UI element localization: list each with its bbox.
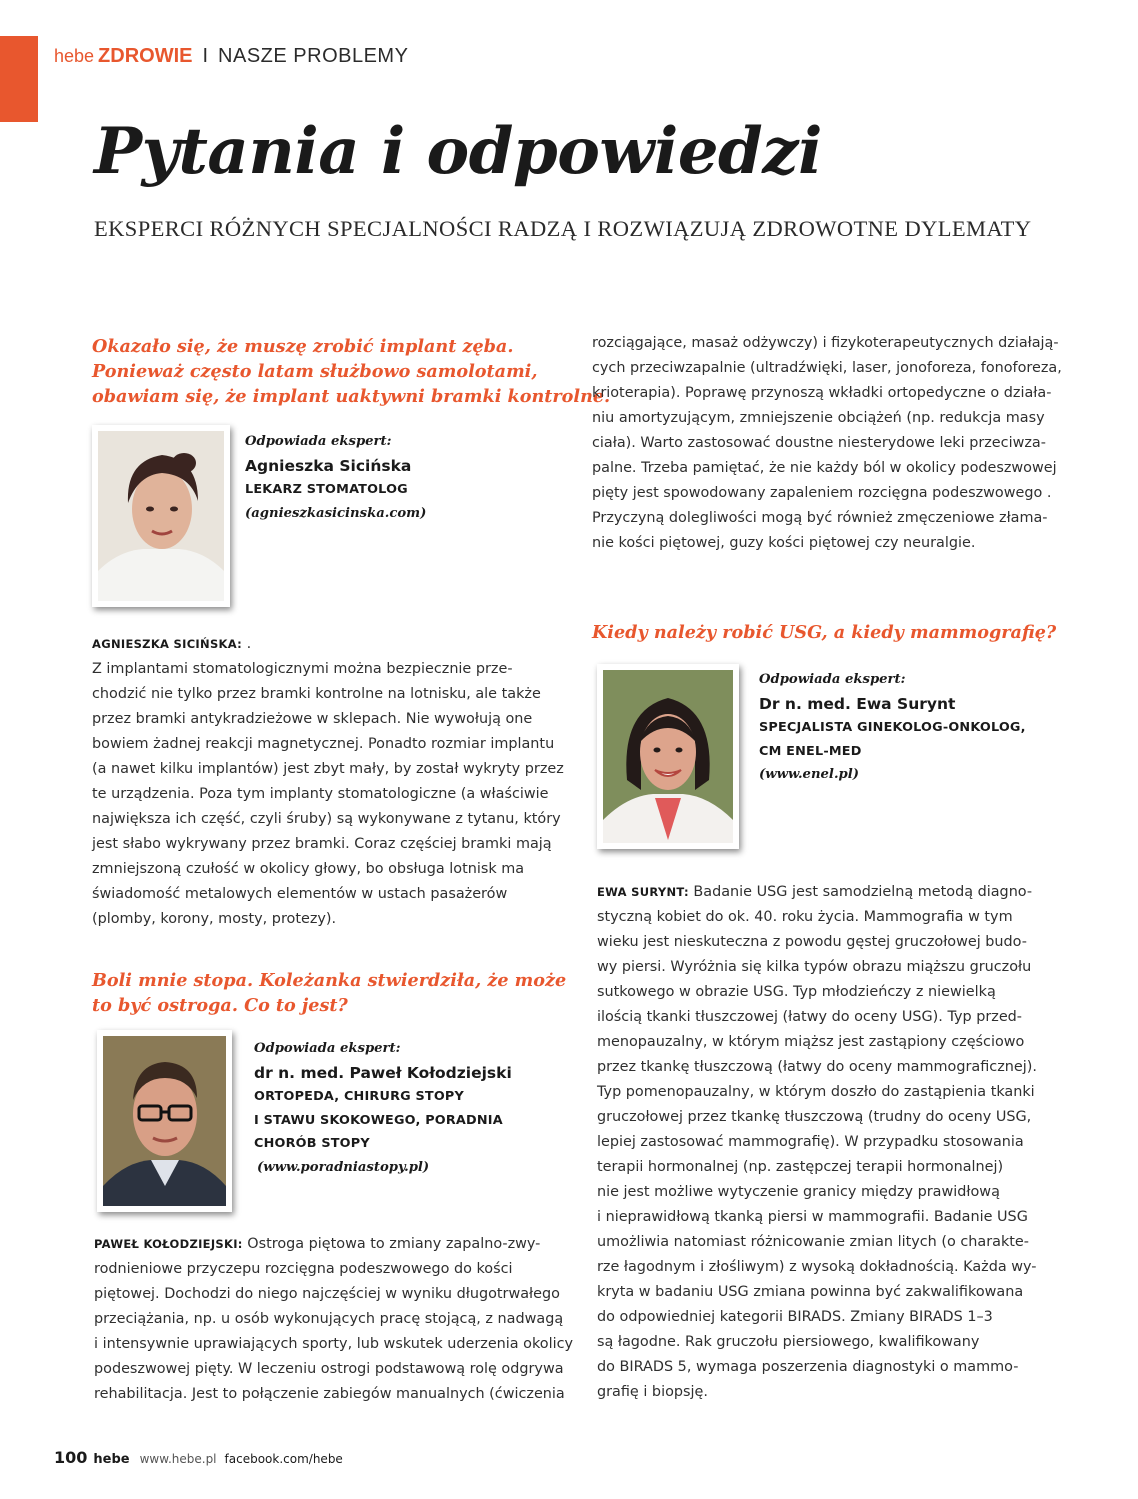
answer-line: styczną kobiet do ok. 40. roku życia. Mammografia w tym bbox=[597, 909, 1013, 925]
question-text bbox=[592, 620, 1072, 645]
answer-line: przez tkankę tłuszczową (łatwy do oceny mammograficznej). bbox=[597, 1059, 1037, 1075]
answer-line: zmniejszoną czułość w okolicy głowy, bo obsługa lotnisk ma bbox=[92, 861, 525, 877]
answer-line: niu amortyzującym, zmniejszenie obciążeń (np. redukcja masy bbox=[592, 410, 1045, 426]
expert-website: (agnieszkasicinska.com) bbox=[245, 505, 427, 521]
section-name: ZDROWIE bbox=[98, 44, 193, 67]
answer-line: rehabilitacja. Jest to połączenie zabiegów manualnych (ćwiczenia bbox=[94, 1386, 565, 1402]
answer-2-continuation bbox=[592, 331, 1062, 556]
portrait-image bbox=[603, 670, 733, 843]
expert-name: Agnieszka Sicińska bbox=[245, 457, 412, 475]
answer-line: przez bramki antykradzieżowe w sklepach. Nie wywołują one bbox=[92, 711, 533, 727]
question-line: Boli mnie stopa. Koleżanka stwierdziła, że może bbox=[92, 970, 567, 991]
answer-author: PAWEŁ KOŁODZIEJSKI: bbox=[94, 1237, 243, 1251]
subsection-name: NASZE PROBLEMY bbox=[218, 44, 409, 67]
answer-line: te urządzenia. Poza tym implanty stomatologiczne (a właściwie bbox=[92, 786, 549, 802]
question-line: Ponieważ często latam służbowo samolotami, bbox=[92, 361, 538, 382]
question-line: obawiam się, że implant uaktywni bramki kontrolne. bbox=[92, 386, 611, 407]
expert-photo-surynt bbox=[597, 664, 739, 849]
answer-text: Ostroga piętowa to zmiany zapalno-zwy- bbox=[242, 1236, 541, 1252]
answer-line: Typ pomenopauzalny, w którym doszło do zastąpienia tkanki bbox=[597, 1084, 1035, 1100]
question-line: Okazało się, że muszę zrobić implant zęba. bbox=[92, 336, 514, 357]
question-line: Kiedy należy robić USG, a kiedy mammografię? bbox=[592, 622, 1057, 643]
section-header bbox=[54, 42, 408, 70]
header-separator: I bbox=[202, 44, 209, 67]
answer-line: bowiem żadnej reakcji magnetycznej. Ponadto rozmiar implantu bbox=[92, 736, 555, 752]
answer-line: cych przeciwzapalnie (ultradźwięki, laser, jonoforeza, fonoforeza, bbox=[592, 360, 1062, 376]
expert-photo-kolodziejski bbox=[97, 1030, 232, 1212]
page-title: Pytania i odpowiedzi bbox=[94, 114, 822, 189]
answer-2 bbox=[94, 1232, 574, 1407]
portrait-image bbox=[103, 1036, 226, 1206]
answer-line: piętowej. Dochodzi do niego najczęściej w wyniku długotrwałego bbox=[94, 1286, 560, 1302]
answer-line: rze łagodnym i złośliwym) z wysoką dokładnością. Każda wy- bbox=[597, 1259, 1037, 1275]
question-1 bbox=[92, 334, 611, 409]
answer-line: lepiej zastosować mammografię). W przypadku stosowania bbox=[597, 1134, 1024, 1150]
page-subtitle: EKSPERCI RÓŻNYCH SPECJALNOŚCI RADZĄ I ROZWIĄZUJĄ ZDROWOTNE DYLEMATY bbox=[94, 216, 1032, 241]
expert-photo-sicinska bbox=[92, 425, 230, 607]
question-line: to być ostroga. Co to jest? bbox=[92, 995, 348, 1016]
answer-text: Badanie USG jest samodzielną metodą diagno- bbox=[688, 884, 1033, 900]
answer-line: nie jest możliwe wytyczenie granicy między prawidłową bbox=[597, 1184, 1000, 1200]
answer-line: Z implantami stomatologicznymi można bezpiecznie prze- bbox=[92, 661, 513, 677]
answer-1 bbox=[92, 632, 562, 932]
answer-line: rozciągające, masaż odżywczy) i fizykoterapeutycznych działają- bbox=[592, 335, 1059, 351]
answer-line: ilością tkanki tłuszczowej (łatwy do oceny USG). Typ przed- bbox=[597, 1009, 1022, 1025]
answer-first-line bbox=[597, 880, 1067, 905]
answer-3 bbox=[597, 880, 1067, 1405]
answer-line: przeciążania, np. u osób wykonujących pracę stojącą, z nadwagą bbox=[94, 1311, 564, 1327]
answer-line: wieku jest nieskuteczna z powodu gęstej gruczołowej budo- bbox=[597, 934, 1027, 950]
question-text bbox=[92, 968, 582, 1018]
answer-author: EWA SURYNT: bbox=[597, 885, 689, 899]
portrait-illustration bbox=[603, 670, 733, 843]
answer-line: podeszwowej pięty. W leczeniu ostrogi podstawową rolę odgrywa bbox=[94, 1361, 564, 1377]
section-color-tab bbox=[0, 36, 38, 122]
answer-line: (plomby, korony, mosty, protezy). bbox=[92, 911, 337, 927]
answer-line: terapii hormonalnej (np. zastępczej terapii hormonalnej) bbox=[597, 1159, 1004, 1175]
answer-line: chodzić nie tylko przez bramki kontrolne na lotnisku, ale także bbox=[92, 686, 541, 702]
question-text bbox=[92, 334, 611, 409]
answer-author: AGNIESZKA SICIŃSKA: bbox=[92, 637, 243, 651]
expert-role: I STAWU SKOKOWEGO, PORADNIA bbox=[254, 1112, 503, 1128]
expert-info-2 bbox=[254, 1037, 512, 1180]
answer-line: wy piersi. Wyróżnia się kilka typów obrazu miąższu gruczołu bbox=[597, 959, 1032, 975]
answer-line: do odpowiedniej kategorii BIRADS. Zmiany BIRADS 1–3 bbox=[597, 1309, 993, 1325]
expert-role: SPECJALISTA GINEKOLOG-ONKOLOG, bbox=[759, 720, 1026, 735]
answer-line: i intensywnie uprawiających sporty, lub wskutek uderzenia okolicy bbox=[94, 1336, 574, 1352]
answer-line: jest słabo wykrywany przez bramki. Coraz częściej bramki mają bbox=[92, 836, 552, 852]
answer-line: świadomość metalowych elementów w ustach pasażerów bbox=[92, 886, 508, 902]
expert-info-1 bbox=[245, 430, 426, 526]
answer-line: rodnieniowe przyczepu rozcięgna podeszwowego do kości bbox=[94, 1261, 513, 1277]
question-2 bbox=[92, 968, 582, 1018]
answer-first-line bbox=[92, 632, 562, 657]
expert-label: Odpowiada ekspert: bbox=[245, 434, 392, 449]
answer-first-line bbox=[94, 1232, 564, 1257]
answer-line: Przyczyną dolegliwości mogą być również zmęczeniowe złama- bbox=[592, 510, 1048, 526]
answer-line: nie kości piętowej, guzy kości piętowej czy neuralgie. bbox=[592, 535, 976, 551]
expert-name: Dr n. med. Ewa Surynt bbox=[759, 695, 956, 713]
answer-line: największa ich część, czyli śruby) są wykonywane z tytanu, który bbox=[92, 811, 561, 827]
answer-line: krioterapia). Poprawę przynoszą wkładki ortopedyczne o działa- bbox=[592, 385, 1052, 401]
answer-line: do BIRADS 5, wymaga poszerzenia diagnostyki o mammo- bbox=[597, 1359, 1019, 1375]
answer-line: umożliwia natomiast różnicowanie zmian litych (o charakte- bbox=[597, 1234, 1029, 1250]
answer-line: ciała). Warto zastosować doustne niesterydowe leki przeciwza- bbox=[592, 435, 1046, 451]
brand-logo: hebe bbox=[54, 45, 95, 66]
answer-text: . bbox=[242, 636, 252, 652]
page-footer bbox=[54, 1448, 343, 1472]
expert-role: CM ENEL-MED bbox=[759, 743, 862, 759]
question-3 bbox=[592, 620, 1072, 645]
answer-line: palne. Trzeba pamiętać, że nie każdy ból w okolicy podeszwowej bbox=[592, 460, 1057, 476]
answer-line: i nieprawidłową tkanką piersi w mammografii. Badanie USG bbox=[597, 1209, 1028, 1225]
answer-line: (a nawet kilku implantów) jest zbyt mały, by został wykryty przez bbox=[92, 761, 564, 777]
portrait-illustration bbox=[98, 431, 224, 601]
answer-line: pięty jest spowodowany zapaleniem rozcięgna podeszwowego . bbox=[592, 485, 1052, 501]
expert-role: LEKARZ STOMATOLOG bbox=[245, 482, 408, 497]
expert-website: (www.poradniastopy.pl) bbox=[257, 1159, 430, 1175]
answer-line: grafię i biopsję. bbox=[597, 1384, 708, 1400]
expert-role: CHORÓB STOPY bbox=[254, 1136, 370, 1151]
footer-website-link[interactable]: www.hebe.pl bbox=[139, 1452, 217, 1466]
page-number: 100 bbox=[54, 1448, 88, 1467]
expert-website: (www.enel.pl) bbox=[759, 767, 859, 782]
portrait-illustration bbox=[103, 1036, 226, 1206]
expert-name: dr n. med. Paweł Kołodziejski bbox=[254, 1064, 512, 1082]
answer-line: kryta w badaniu USG zmiana powinna być zakwalifikowana bbox=[597, 1284, 1024, 1300]
answer-line: sutkowego w obrazie USG. Typ młodzieńczy z niewielką bbox=[597, 984, 996, 1000]
answer-line: menopauzalny, w którym miąższ jest zastąpiony częściowo bbox=[597, 1034, 1025, 1050]
footer-facebook-link[interactable]: facebook.com/hebe bbox=[224, 1452, 343, 1466]
footer-brand: hebe bbox=[93, 1452, 130, 1467]
expert-role: ORTOPEDA, CHIRURG STOPY bbox=[254, 1089, 464, 1104]
expert-label: Odpowiada ekspert: bbox=[759, 672, 906, 687]
expert-label: Odpowiada ekspert: bbox=[254, 1041, 401, 1056]
answer-line: są łagodne. Rak gruczołu piersiowego, kwalifikowany bbox=[597, 1334, 980, 1350]
answer-line: gruczołowej przez tkankę tłuszczową (trudny do oceny USG, bbox=[597, 1109, 1032, 1125]
portrait-image bbox=[98, 431, 224, 601]
expert-info-3 bbox=[759, 668, 1026, 787]
